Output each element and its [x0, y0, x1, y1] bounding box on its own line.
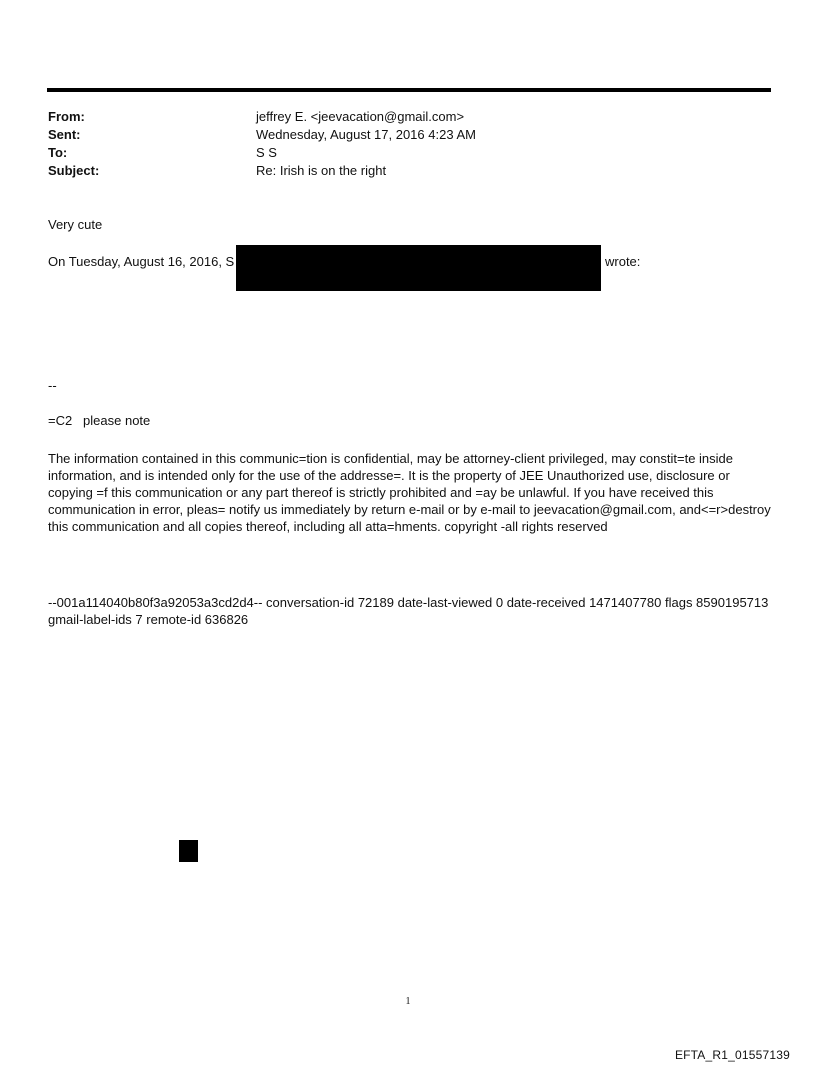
header-divider — [47, 88, 771, 92]
note-line: =C2 please note — [48, 413, 151, 428]
quote-wrote: wrote: — [605, 254, 641, 269]
quote-intro: On Tuesday, August 16, 2016, S — [48, 254, 235, 269]
sent-value: Wednesday, August 17, 2016 4:23 AM — [256, 127, 476, 142]
page-number: 1 — [405, 996, 411, 1007]
redaction-mark — [179, 840, 198, 862]
to-label: To: — [48, 145, 68, 160]
redaction-block — [236, 245, 601, 291]
reply-text: Very cute — [48, 217, 103, 232]
subject-value: Re: Irish is on the right — [256, 163, 387, 178]
signature-separator: -- — [48, 378, 57, 393]
subject-label: Subject: — [48, 163, 100, 178]
bates-number: EFTA_R1_01557139 — [674, 1048, 790, 1062]
from-value: jeffrey E. <jeevacation@gmail.com> — [256, 109, 465, 124]
disclaimer-paragraph: The information contained in this communic=tion is confidential, may be attorney-client privileged, may constit=te inside information, and is intended only for the use of the addresse=. It is the property of JEE Unauthorized use, disclosure or copying =f this communication or any part thereof is strictly prohibited and =ay be unlawful. If you have received this communication in error, pleas= notify us immediately by return e-mail or by e-mail to jeevacation@gmail.com, and<=r>destroy this communication and all copies thereof, including all atta=hments. copyright -all rights reserved — [48, 451, 771, 534]
from-label: From: — [48, 109, 85, 124]
metadata-line: --001a114040b80f3a92053a3cd2d4-- conversation-id 72189 date-last-viewed 0 date-received 1471407780 flags 8590195713 gmail-label-ids 7 remote-id 636826 — [48, 595, 769, 627]
sent-label: Sent: — [48, 127, 81, 142]
to-value: S S — [256, 145, 277, 160]
